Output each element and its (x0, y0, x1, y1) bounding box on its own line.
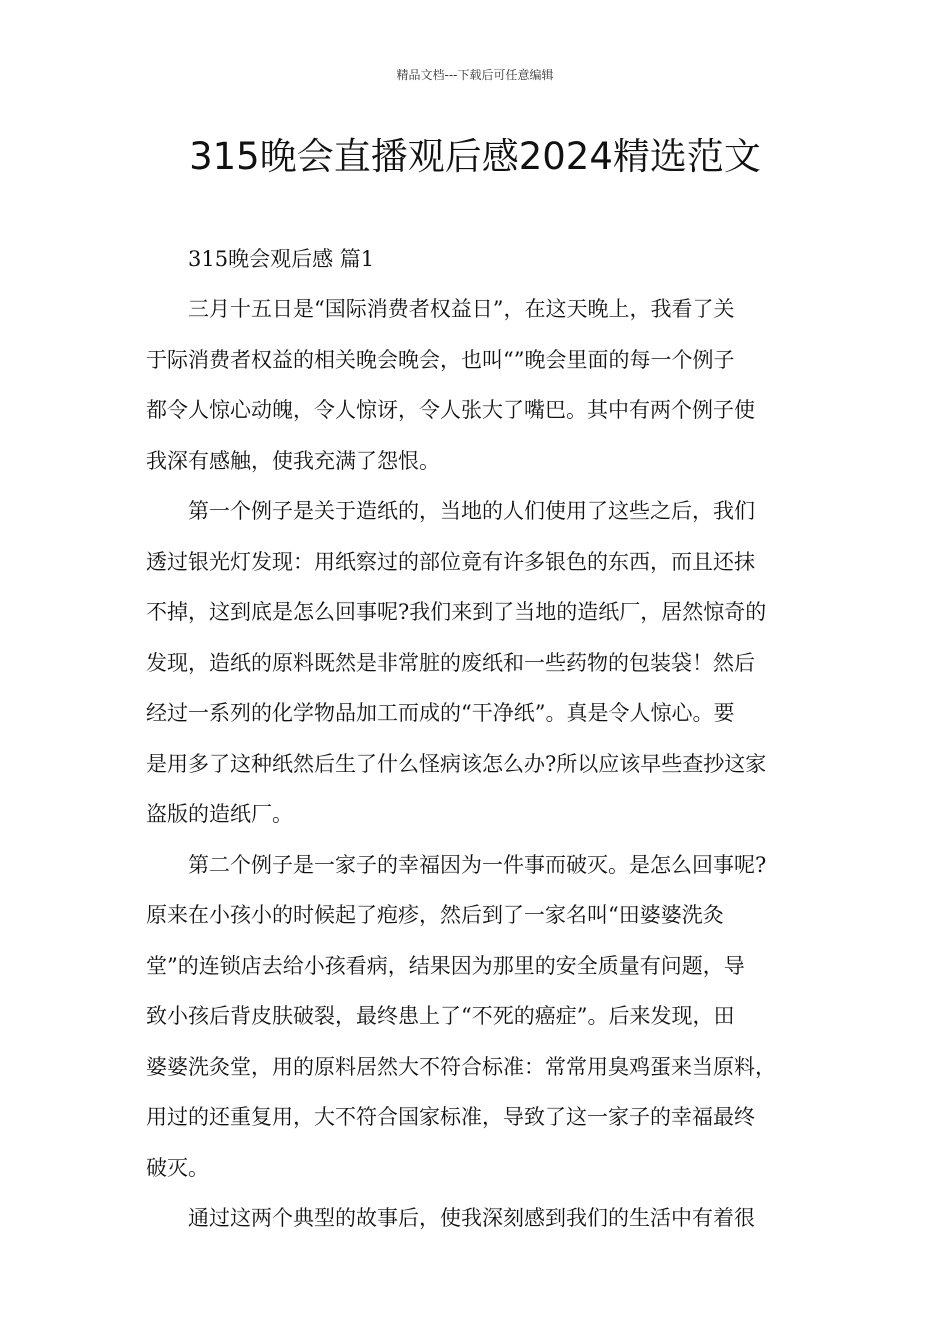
paragraph-line: 破灭。 (146, 1155, 209, 1180)
paragraph-line: 原来在小孩小的时候起了疱疹，然后到了一家名叫“田婆婆洗灸 (146, 903, 724, 927)
paragraph-line: 不掉，这到底是怎么回事呢?我们来到了当地的造纸厂，居然惊奇的 (146, 600, 767, 624)
document-body (146, 234, 826, 1244)
document-title: 315晚会直播观后感2024精选范文 (189, 135, 761, 178)
paragraph (146, 840, 826, 1194)
paragraph-list (146, 284, 826, 1244)
paragraph-line: 致小孩后背皮肤破裂，最终患上了“不死的癌症”。后来发现，田 (146, 1004, 735, 1028)
paragraph (146, 284, 826, 486)
paragraph-line: 盗版的造纸厂。 (146, 802, 293, 826)
paragraph-line: 都令人惊心动魄，令人惊讶，令人张大了嘴巴。其中有两个例子使 (146, 398, 755, 422)
paragraph-line: 通过这两个典型的故事后，使我深刻感到我们的生活中有着很 (188, 1206, 755, 1230)
paragraph-line: 发现，造纸的原料既然是非常脏的废纸和一些药物的包装袋！然后 (146, 650, 755, 675)
paragraph-line: 用过的还重复用，大不符合国家标准，导致了这一家子的幸福最终 (146, 1105, 755, 1129)
section-heading: 315晚会观后感 篇1 (188, 247, 375, 271)
paragraph-line: 于际消费者权益的相关晚会晚会，也叫“”晚会里面的每一个例子 (146, 347, 735, 372)
paragraph (146, 486, 826, 840)
paragraph (146, 1193, 826, 1244)
paragraph-line: 透过银光灯发现：用纸察过的部位竟有许多银色的东西，而且还抹 (146, 549, 755, 574)
paragraph-line: 是用多了这种纸然后生了什么怪病该怎么办?所以应该早些查抄这家 (146, 751, 767, 776)
paragraph-line: 第二个例子是一家子的幸福因为一件事而破灭。是怎么回事呢? (188, 852, 767, 877)
paragraph-line: 经过一系列的化学物品加工而成的“干净纸”。真是令人惊心。要 (146, 701, 735, 725)
paragraph-line: 堂”的连锁店去给小孩看病，结果因为那里的安全质量有问题，导 (146, 953, 745, 978)
paragraph-line: 三月十五日是“国际消费者权益日”，在这天晚上，我看了关 (188, 297, 735, 321)
paragraph-line: 我深有感触，使我充满了怨恨。 (146, 448, 440, 473)
header-note: 精品文档---下载后可任意编辑 (396, 68, 554, 82)
paragraph-line: 第一个例子是关于造纸的，当地的人们使用了这些之后，我们 (188, 499, 755, 523)
paragraph-line: 婆婆洗灸堂，用的原料居然大不符合标准：常常用臭鸡蛋来当原料， (146, 1054, 776, 1079)
